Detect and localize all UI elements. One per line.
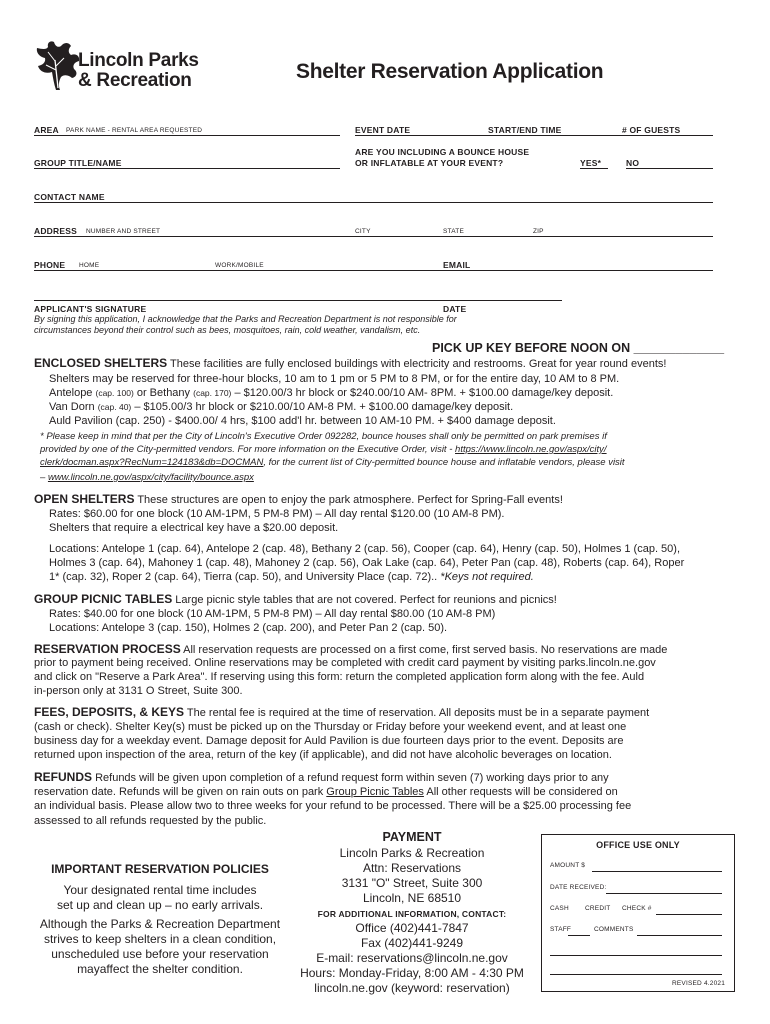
policies-line-3: Although the Parks & Recreation Department [39, 917, 281, 931]
comments-field[interactable] [637, 935, 722, 936]
open-locations-3: 1* (cap. 32), Roper 2 (cap. 64), Tierra (cap. 50), and University Place (cap. 72).. *Keys not required. [49, 571, 534, 583]
picnic-line-1: Rates: $40.00 for one block (10 AM-1PM, 5 PM-8 PM) – All day rental $80.00 (10 AM-8 PM) [49, 608, 496, 620]
event-fields-line[interactable] [355, 135, 713, 136]
bounce-yes-option[interactable]: YES* [580, 158, 602, 168]
office-hours: Hours: Monday-Friday, 8:00 AM - 4:30 PM [300, 966, 524, 980]
yes-line [580, 168, 608, 169]
area-label: AREA [34, 125, 59, 135]
address-field[interactable] [34, 236, 713, 237]
bounce-note-line-4: – www.lincoln.ne.gov/aspx/city/facility/bounce.aspx [40, 472, 254, 483]
open-locations-1: Locations: Antelope 1 (cap. 64), Antelope 2 (cap. 48), Bethany 2 (cap. 56), Cooper (cap. 64), Henry (cap. 50), Holmes 1 (cap. 50), [49, 543, 681, 555]
office-use-box [541, 834, 735, 992]
comments-line-3[interactable] [550, 974, 722, 975]
policies-heading: IMPORTANT RESERVATION POLICIES [51, 862, 269, 876]
policies-line-1: Your designated rental time includes [63, 883, 257, 897]
work-phone-label: WORK/MOBILE [215, 262, 264, 269]
payment-line-2: Attn: Reservations [362, 861, 462, 875]
open-locations-2: Holmes 3 (cap. 64), Mahoney 1 (cap. 48), Mahoney 2 (cap. 56), Oak Lake (cap. 64), Peter Pan (cap. 48), Roberts (cap. 64), Roper [49, 557, 685, 569]
process-line-4: in-person only at 3131 O Street, Suite 300. [34, 685, 243, 697]
email-address[interactable]: E-mail: reservations@lincoln.ne.gov [316, 951, 508, 965]
staff-field[interactable] [568, 935, 590, 936]
area-field[interactable] [34, 135, 340, 136]
executive-order-link[interactable]: https://www.lincoln.ne.gov/aspx/city/ [455, 444, 607, 455]
zip-label: ZIP [533, 228, 544, 235]
credit-option[interactable]: CREDIT [585, 905, 611, 912]
refunds-line-4: assessed to all refunds requested by the public. [34, 815, 267, 827]
bounce-note-line-2: provided by one of the City-permitted vendors. For more information on the Executive Order, visit - https://www.lincoln.ne.gov/aspx/city/ [40, 444, 607, 455]
staff-label: STAFF [550, 926, 572, 933]
group-title-label: GROUP TITLE/NAME [34, 158, 122, 168]
policies-line-2: set up and clean up – no early arrivals. [56, 898, 264, 912]
enclosed-line-3: Van Dorn (cap. 40) – $105.00/3 hr block or $210.00/10 AM-8 PM. + $100.00 damage/key deposit. [49, 401, 514, 413]
bounce-question-1: ARE YOU INCLUDING A BOUNCE HOUSE [355, 147, 530, 157]
phone-label: PHONE [34, 260, 66, 270]
fees-line-2: (cash or check). Shelter Key(s) must be picked up on the Thursday or Friday before your weekend event, and at least one [34, 721, 627, 733]
picnic-intro: GROUP PICNIC TABLES Large picnic style tables that are not covered. Perfect for reunions and picnics! [34, 592, 557, 606]
fees-heading: FEES, DEPOSITS, & KEYS [34, 705, 185, 719]
disclaimer-line-2: circumstances beyond their control such as bees, mosquitoes, rain, cold weather, vandalism, etc. [34, 325, 421, 335]
oak-leaf-icon [34, 40, 82, 92]
check-number-field[interactable] [656, 914, 722, 915]
open-line-2: Shelters that require a electrical key have a $20.00 deposit. [49, 522, 339, 534]
website-keyword[interactable]: lincoln.ne.gov (keyword: reservation) [314, 981, 510, 995]
refunds-line-2: reservation date. Refunds will be given on rain outs on park Group Picnic Tables All other requests will be considered on [34, 786, 618, 798]
payment-line-4: Lincoln, NE 68510 [362, 891, 462, 905]
enclosed-line-4: Auld Pavilion (cap. 250) - $400.00/ 4 hrs, $100 add'l hr. between 10 AM-10 PM. + $400 damage deposit. [49, 415, 556, 427]
enclosed-shelters-text: These facilities are fully enclosed buildings with electricity and restrooms. Great for year round events! [169, 358, 667, 370]
signature-field[interactable] [34, 300, 562, 301]
bounce-question-2: OR INFLATABLE AT YOUR EVENT? [355, 158, 504, 168]
email-label: EMAIL [443, 260, 471, 270]
pickup-key-note: PICK UP KEY BEFORE NOON ON _____________ [432, 341, 725, 355]
process-line-3: and click on "Reserve a Park Area". If reserving using this form: return the completed application form along with the fee. Auld [34, 671, 645, 683]
docman-link[interactable]: clerk/docman.aspx?RecNum=124183&db=DOCMAN [40, 457, 264, 468]
page-title: Shelter Reservation Application [296, 60, 604, 83]
enclosed-line-2: Antelope (cap. 100) or Bethany (cap. 170) – $120.00/3 hr block or $240.00/10 AM- 8PM. + $100.00 damage/key deposit. [49, 387, 614, 399]
bounce-note-line-3: clerk/docman.aspx?RecNum=124183&db=DOCMAN, for the current list of City-permitted bounce house and inflatable vendors, please visit [40, 457, 625, 468]
enclosed-line-1: Shelters may be reserved for three-hour blocks, 10 am to 1 pm or 5 PM to 8 PM, or for the entire day, 10 AM to 8 PM. [49, 373, 620, 385]
area-hint: PARK NAME - RENTAL AREA REQUESTED [66, 127, 203, 134]
date-label: DATE [443, 304, 467, 314]
fees-line-4: returned upon inspection of the area, return of the key (if applicable), and did not have alcoholic beverages on location. [34, 749, 612, 761]
home-phone-label: HOME [79, 262, 100, 269]
process-line-2: prior to payment being received. Online reservations may be completed with credit card payment by visiting parks.lincoln.ne.gov [34, 657, 656, 669]
payment-line-3: 3131 "O" Street, Suite 300 [341, 876, 483, 890]
bounce-note-line-1: * Please keep in mind that per the City of Lincoln's Executive Order 092282, bounce houses shall only be permitted on park premises if [40, 431, 607, 442]
amount-label: AMOUNT $ [550, 862, 586, 869]
comments-line-2[interactable] [550, 955, 722, 956]
address-hint: NUMBER AND STREET [86, 228, 161, 235]
state-label: STATE [443, 228, 464, 235]
date-received-label: DATE RECEIVED: [550, 884, 607, 891]
open-shelters-intro: OPEN SHELTERS These structures are open to enjoy the park atmosphere. Perfect for Spring-Fall events! [34, 492, 563, 506]
refunds-line-3: an individual basis. Please allow two to three weeks for your refund to be processed. There will be a $25.00 processing fee [34, 800, 632, 812]
start-end-time-label: START/END TIME [488, 125, 562, 135]
revision-date: REVISED 4.2021 [672, 980, 726, 987]
refunds-line-1: REFUNDS Refunds will be given upon completion of a refund request form within seven (7) working days prior to any [34, 770, 609, 784]
fees-line-3: business day for a weekday event. Damage deposit for Auld Pavilion is due fourteen days prior to the event. Deposits are [34, 735, 624, 747]
enclosed-shelters-heading: ENCLOSED SHELTERS [34, 356, 168, 370]
office-phone: Office (402)441-7847 [355, 921, 469, 935]
amount-field[interactable] [592, 871, 722, 872]
policies-line-5: unscheduled use before your reservation [51, 947, 269, 961]
policies-line-4: strives to keep shelters in a clean condition, [43, 932, 277, 946]
comments-label: COMMENTS [594, 926, 634, 933]
address-label: ADDRESS [34, 226, 77, 236]
logo-line-1: Lincoln Parks [78, 50, 199, 71]
picnic-tables-link[interactable]: Group Picnic Tables [326, 786, 424, 798]
refunds-heading: REFUNDS [34, 770, 93, 784]
group-title-field[interactable] [34, 168, 340, 169]
process-heading: RESERVATION PROCESS [34, 642, 181, 656]
signature-label: APPLICANT'S SIGNATURE [34, 304, 147, 314]
disclaimer-line-1: By signing this application, I acknowledge that the Parks and Recreation Department is not responsible for [34, 314, 457, 324]
cash-option[interactable]: CASH [550, 905, 569, 912]
logo-line-2: & Recreation [78, 70, 192, 91]
enclosed-shelters-intro [34, 357, 666, 371]
bounce-no-option[interactable]: NO [626, 158, 640, 168]
guests-label: # OF GUESTS [622, 125, 681, 135]
contact-name-field[interactable] [34, 202, 713, 203]
office-use-heading: OFFICE USE ONLY [596, 840, 680, 850]
picnic-line-2: Locations: Antelope 3 (cap. 150), Holmes 2 (cap. 200), and Peter Pan 2 (cap. 50). [49, 622, 448, 634]
payment-line-1: Lincoln Parks & Recreation [339, 846, 485, 860]
phone-email-field[interactable] [34, 270, 713, 271]
process-line-1: RESERVATION PROCESS All reservation requests are processed on a first come, first served basis. No reservations are made [34, 642, 668, 656]
no-line [626, 168, 713, 169]
fax-number: Fax (402)441-9249 [360, 936, 464, 950]
event-date-label: EVENT DATE [355, 125, 411, 135]
payment-heading: PAYMENT [382, 830, 442, 844]
picnic-heading: GROUP PICNIC TABLES [34, 592, 173, 606]
bounce-vendors-link[interactable]: www.lincoln.ne.gov/aspx/city/facility/bounce.aspx [47, 472, 254, 483]
fees-line-1: FEES, DEPOSITS, & KEYS The rental fee is required at the time of reservation. All deposits must be in a separate payment [34, 705, 650, 719]
date-received-field[interactable] [606, 893, 722, 894]
open-shelters-heading: OPEN SHELTERS [34, 492, 135, 506]
contact-name-label: CONTACT NAME [34, 192, 105, 202]
additional-info-heading: FOR ADDITIONAL INFORMATION, CONTACT: [317, 909, 507, 919]
check-number-label: CHECK # [622, 905, 652, 912]
policies-line-6: mayaffect the shelter condition. [77, 962, 243, 976]
city-label: CITY [355, 228, 371, 235]
open-line-1: Rates: $60.00 for one block (10 AM-1PM, 5 PM-8 PM) – All day rental $120.00 (10 AM-8 PM). [49, 508, 505, 520]
